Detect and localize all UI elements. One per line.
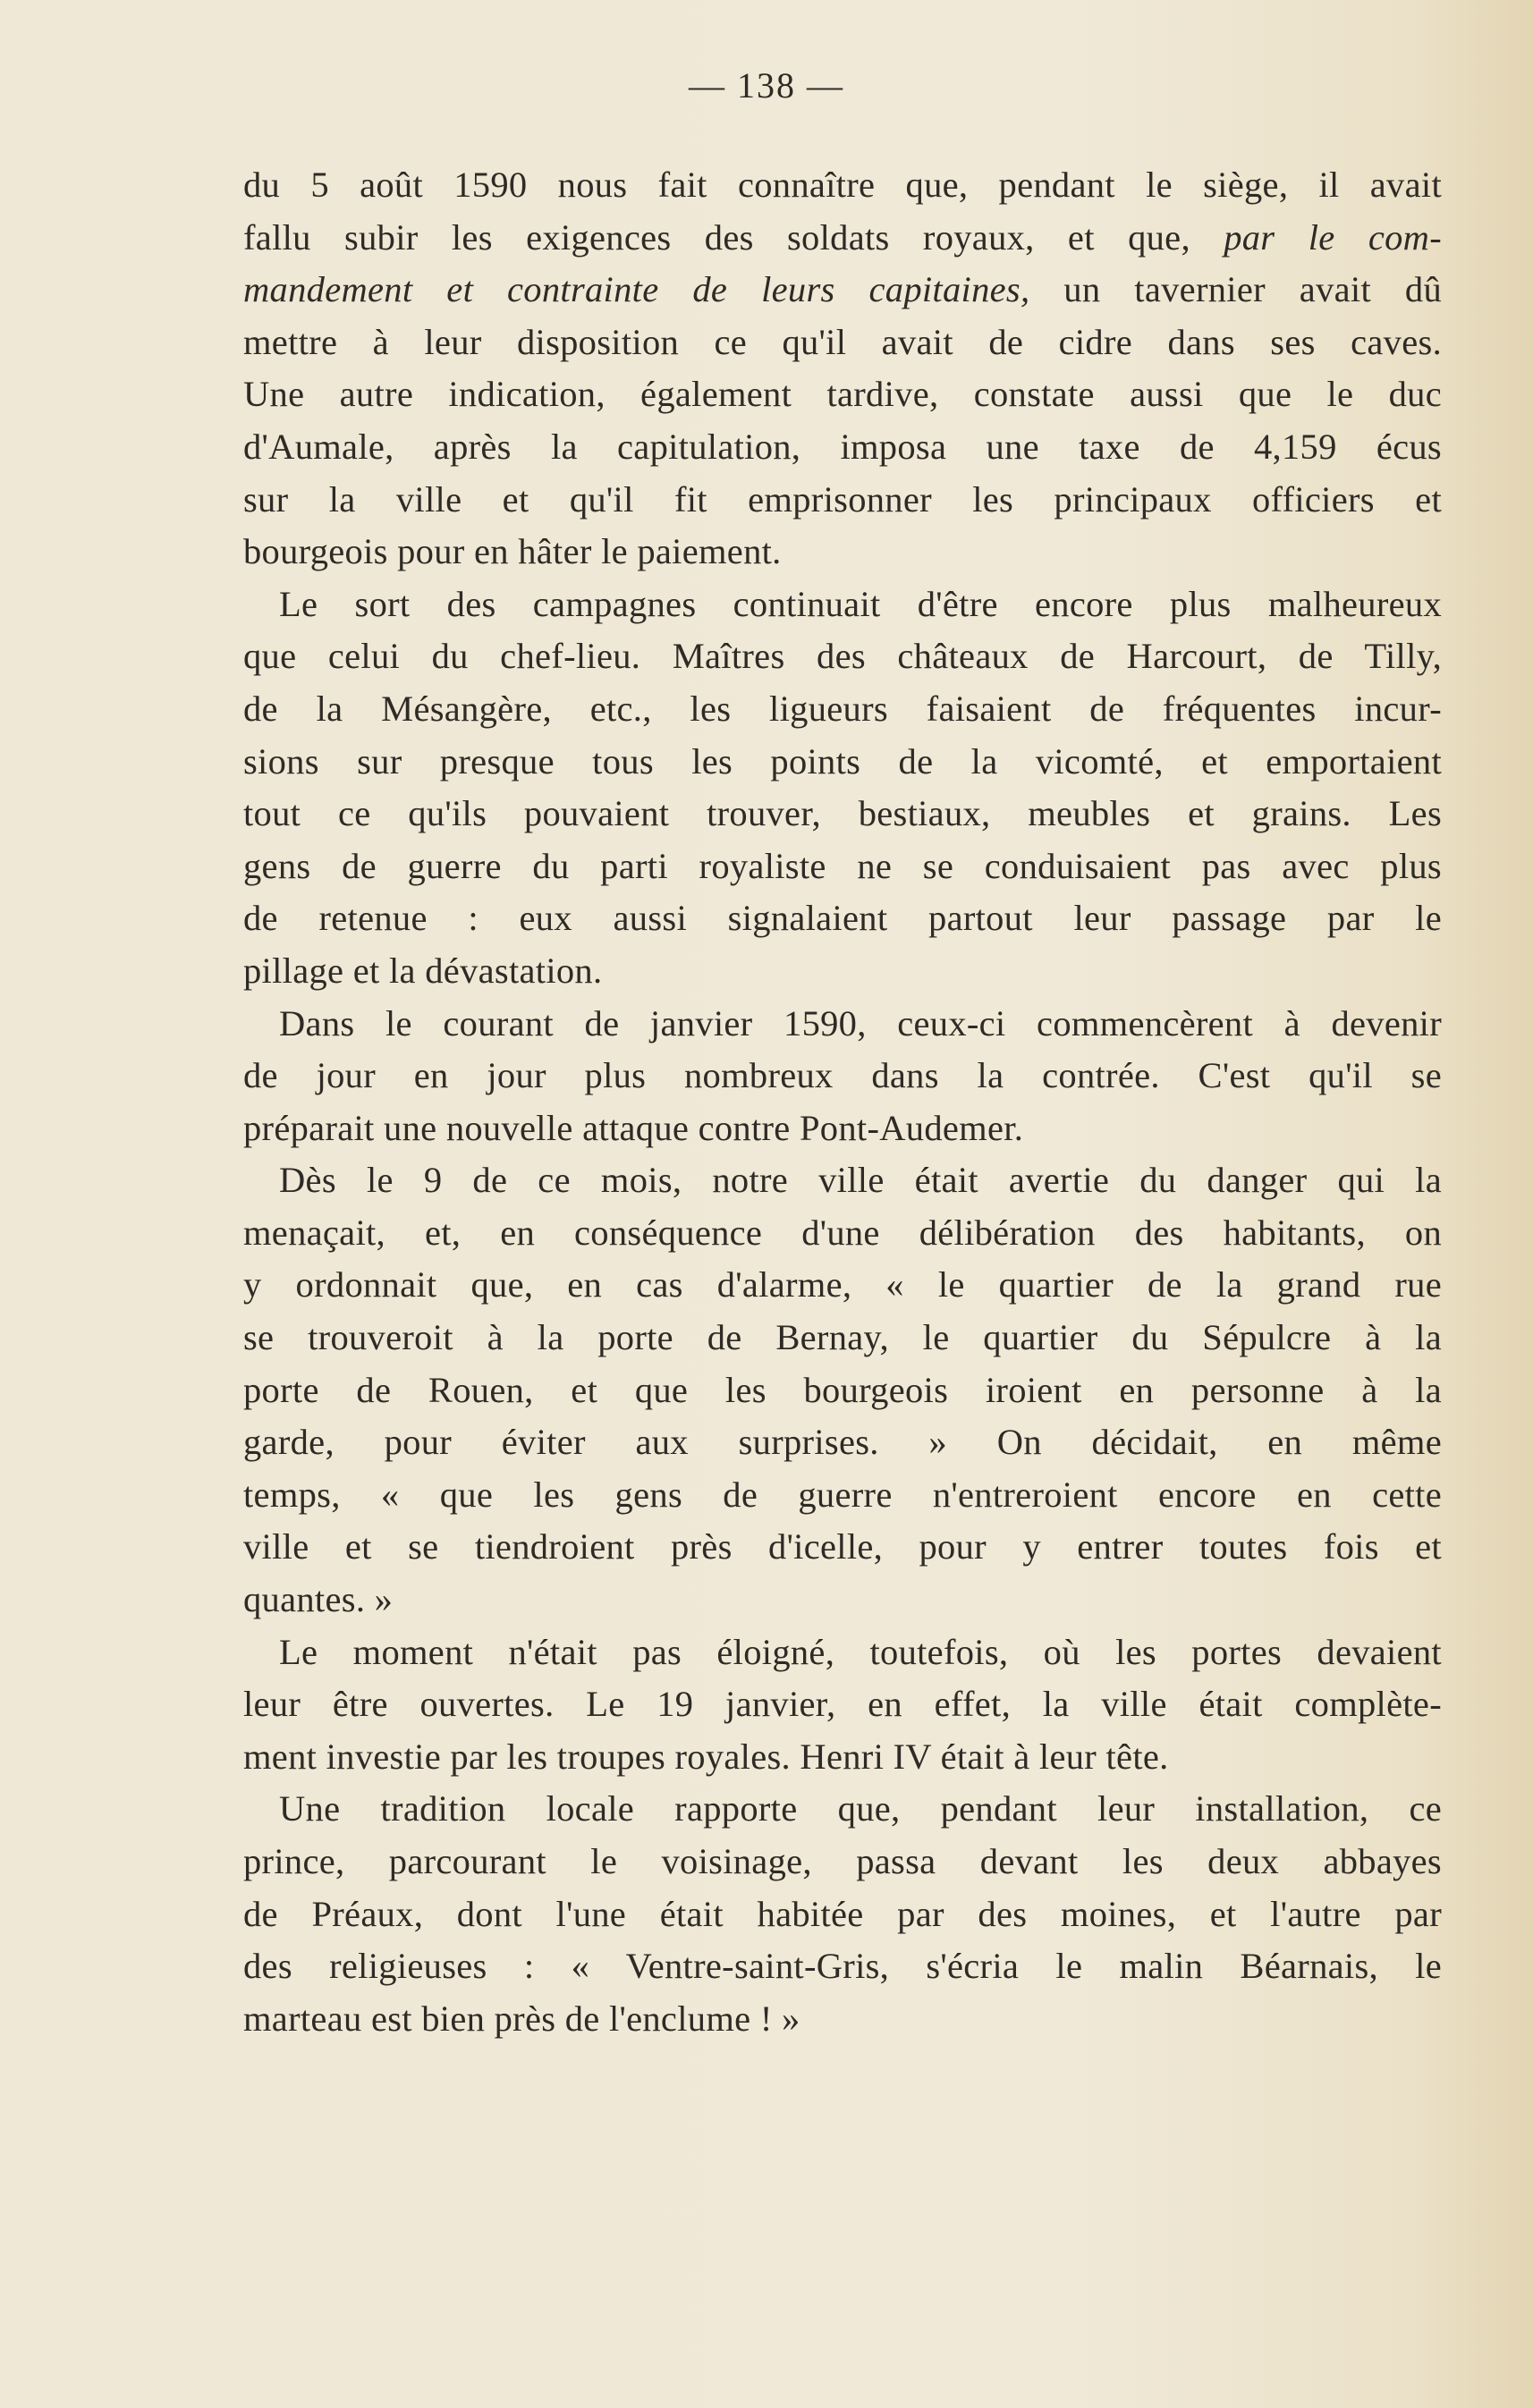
line-text: de Préaux, dont l'une était habitée par des moines, et l'autre par: [243, 1893, 1442, 1934]
line-text: quantes. »: [243, 1579, 394, 1620]
paragraph-start-line: [243, 1783, 1442, 1836]
text-line: [243, 683, 1442, 736]
text-line: [243, 1836, 1442, 1888]
text-line: [243, 1103, 1442, 1155]
line-text: bourgeois pour en hâter le paiement.: [243, 531, 782, 572]
line-text: Le moment n'était pas éloigné, toutefois, où les portes devaient: [279, 1631, 1442, 1672]
line-text: mettre à leur disposition ce qu'il avait de cidre dans ses caves.: [243, 321, 1442, 362]
text-line: [243, 1678, 1442, 1731]
line-text: gens de guerre du parti royaliste ne se conduisaient pas avec plus: [243, 845, 1442, 886]
text-line: [243, 1365, 1442, 1417]
paragraph-start-line: [243, 1154, 1442, 1207]
text-line: [243, 264, 1442, 317]
text-line: [243, 630, 1442, 683]
text-line: [243, 1050, 1442, 1103]
line-text: se trouveroit à la porte de Bernay, le quartier du Sépulcre à la: [243, 1317, 1442, 1358]
line-text: sions sur presque tous les points de la vicomté, et emportaient: [243, 740, 1442, 782]
text-line: [243, 892, 1442, 945]
line-text: ment investie par les troupes royales. Henri IV était à leur tête.: [243, 1736, 1169, 1777]
text-line: [243, 1888, 1442, 1941]
line-text: porte de Rouen, et que les bourgeois iroient en personne à la: [243, 1369, 1442, 1410]
line-text: Dans le courant de janvier 1590, ceux-ci commencèrent à devenir: [279, 1002, 1442, 1043]
text-line: [243, 368, 1442, 421]
line-text: tout ce qu'ils pouvaient trouver, bestiaux, meubles et grains. Les: [243, 793, 1442, 834]
line-text: leur être ouvertes. Le 19 janvier, en effet, la ville était complète-: [243, 1684, 1442, 1725]
text-line: [243, 841, 1442, 893]
line-text: prince, parcourant le voisinage, passa devant les deux abbayes: [243, 1841, 1442, 1881]
line-italic-text: par le com-: [1224, 216, 1443, 258]
text-line: [243, 1521, 1442, 1574]
line-text: que celui du chef-lieu. Maîtres des châteaux de Harcourt, de Tilly,: [243, 636, 1442, 677]
line-text: garde, pour éviter aux surprises. » On décidait, en même: [243, 1422, 1442, 1463]
text-line: [243, 945, 1442, 998]
line-text: Une tradition locale rapporte que, pendant leur installation, ce: [279, 1788, 1442, 1829]
line-text: Le sort des campagnes continuait d'être encore plus malheureux: [279, 583, 1442, 624]
page-number: — 138 —: [689, 65, 844, 106]
text-line: [243, 1207, 1442, 1260]
text-line: [243, 1416, 1442, 1469]
text-line: [243, 1731, 1442, 1784]
line-text: de la Mésangère, etc., les ligueurs faisaient de fréquentes incur-: [243, 688, 1442, 729]
text-line: [243, 1469, 1442, 1522]
text-line: [243, 526, 1442, 579]
text-line: [243, 736, 1442, 789]
line-text: Une autre indication, également tardive, constate aussi que le duc: [243, 374, 1442, 415]
text-line: [243, 474, 1442, 527]
text-line: [243, 212, 1442, 265]
text-line: [243, 1574, 1442, 1626]
line-text: de jour en jour plus nombreux dans la contrée. C'est qu'il se: [243, 1055, 1442, 1096]
line-italic-text: mandement et contrainte de leurs capitaines,: [243, 269, 1030, 310]
text-line: [243, 317, 1442, 369]
line-text: un tavernier avait dû: [1029, 269, 1442, 310]
text-line: [243, 1993, 1442, 2046]
paragraph-start-line: [243, 579, 1442, 631]
text-line: [243, 788, 1442, 841]
text-line: [243, 421, 1442, 474]
line-text: des religieuses : « Ventre-saint-Gris, s'écria le malin Béarnais, le: [243, 1946, 1442, 1987]
line-text: marteau est bien près de l'enclume ! »: [243, 1998, 800, 2039]
text-line: [243, 1312, 1442, 1365]
line-text: menaçait, et, en conséquence d'une délibération des habitants, on: [243, 1212, 1442, 1253]
line-text: préparait une nouvelle attaque contre Pont-Audemer.: [243, 1107, 1024, 1148]
line-text: fallu subir les exigences des soldats royaux, et que,: [243, 216, 1224, 258]
paragraph-start-line: [243, 998, 1442, 1051]
line-text: du 5 août 1590 nous fait connaître que, pendant le siège, il avait: [243, 165, 1442, 205]
line-text: ville et se tiendroient près d'icelle, pour y entrer toutes fois et: [243, 1526, 1442, 1567]
text-line: [243, 1940, 1442, 1993]
line-text: temps, « que les gens de guerre n'entreroient encore en cette: [243, 1474, 1442, 1515]
text-line: [243, 1259, 1442, 1312]
line-text: y ordonnait que, en cas d'alarme, « le quartier de la grand rue: [243, 1264, 1442, 1305]
line-text: sur la ville et qu'il fit emprisonner les principaux officiers et: [243, 478, 1442, 520]
line-text: d'Aumale, après la capitulation, imposa une taxe de 4,159 écus: [243, 426, 1442, 467]
text-line: [243, 159, 1442, 212]
line-text: pillage et la dévastation.: [243, 950, 603, 991]
line-text: Dès le 9 de ce mois, notre ville était avertie du danger qui la: [279, 1160, 1442, 1201]
paragraph-start-line: [243, 1626, 1442, 1679]
body-text: [243, 159, 1442, 2045]
line-text: de retenue : eux aussi signalaient partout leur passage par le: [243, 898, 1442, 939]
